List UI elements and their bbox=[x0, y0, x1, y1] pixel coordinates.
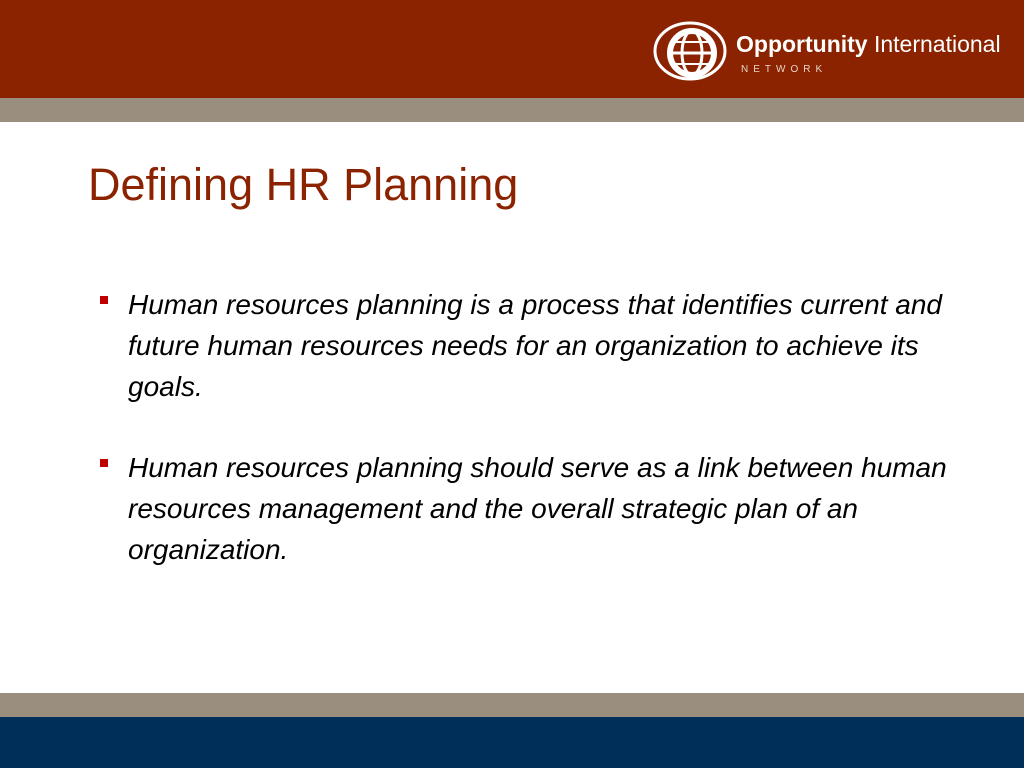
bullet-item bbox=[98, 447, 958, 570]
footer-stripe bbox=[0, 693, 1024, 717]
opportunity-international-logo bbox=[652, 20, 1012, 82]
slide-title: Defining HR Planning bbox=[88, 159, 519, 210]
logo-brand-light: International bbox=[873, 31, 1001, 57]
square-bullet-icon bbox=[100, 296, 108, 304]
logo-subline: NETWORK bbox=[741, 64, 828, 75]
bullet-list bbox=[98, 284, 958, 610]
header-stripe bbox=[0, 98, 1024, 122]
logo-wordmark bbox=[736, 30, 1001, 58]
bullet-text: Human resources planning should serve as a link between human resources management and the overall strategic plan of an organization. bbox=[128, 452, 947, 565]
footer-band bbox=[0, 717, 1024, 768]
logo-brand-bold: Opportunity bbox=[736, 31, 868, 57]
bullet-item bbox=[98, 284, 958, 407]
bullet-text: Human resources planning is a process that identifies current and future human resources needs for an organization to achieve its goals. bbox=[128, 289, 942, 402]
globe-icon bbox=[652, 20, 732, 82]
square-bullet-icon bbox=[100, 459, 108, 467]
